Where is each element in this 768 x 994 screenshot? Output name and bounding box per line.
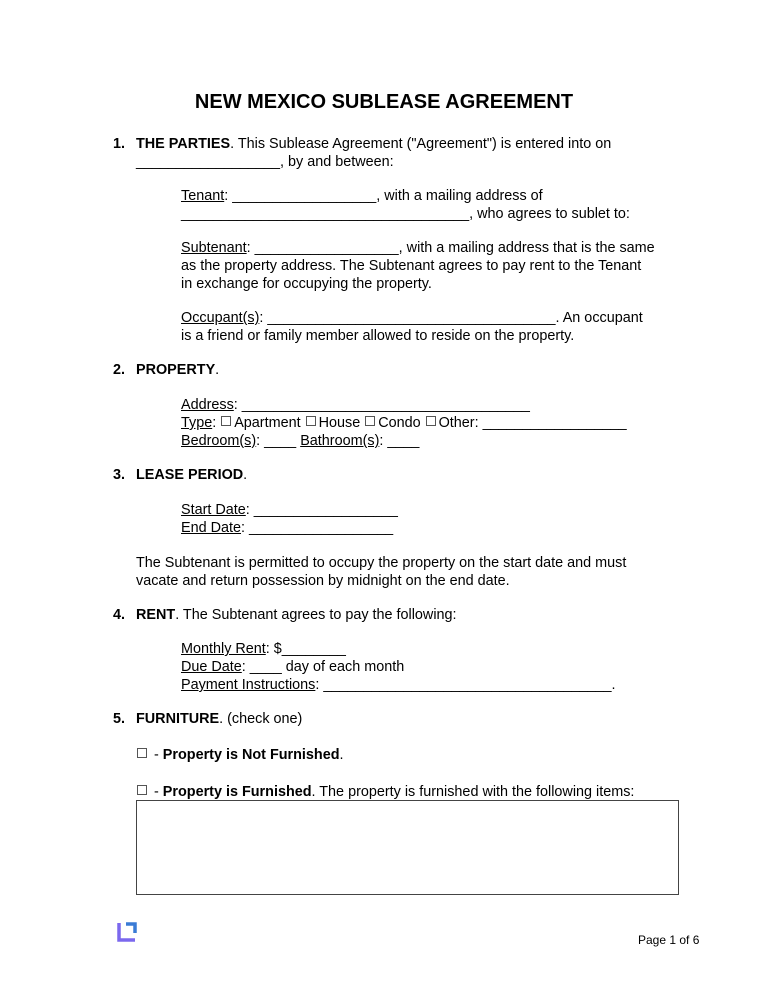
type-label: Type — [181, 415, 213, 431]
subtenant-line-2: as the property address. The Subtenant agrees to pay rent to the Tenant — [181, 258, 642, 274]
section-1-intro: . This Sublease Agreement ("Agreement") is entered into on — [230, 136, 612, 152]
furnished-checkbox[interactable] — [137, 785, 147, 795]
section-2-dot: . — [215, 362, 220, 378]
not-furnished-option — [136, 746, 344, 764]
not-furnished-dash: - — [150, 747, 163, 763]
apartment-checkbox[interactable] — [221, 416, 231, 426]
section-4-line — [136, 606, 457, 624]
section-1-line2: __________________, by and between: — [136, 154, 394, 170]
other-label: Other: __________________ — [438, 415, 627, 431]
occupant-field: : ____________________________________. An occupant — [259, 310, 643, 326]
house-label: House — [318, 415, 361, 431]
address-line — [181, 396, 530, 414]
section-4-heading: RENT — [136, 607, 176, 623]
occupant-line-2: is a friend or family member allowed to reside on the property. — [181, 328, 575, 344]
type-line — [181, 414, 627, 432]
logo-icon — [116, 921, 138, 943]
section-3-line — [136, 466, 247, 484]
occupant-line — [181, 309, 643, 327]
bathroom-field: : ____ — [379, 433, 420, 449]
section-1-number: 1. — [113, 136, 126, 152]
due-date-line — [181, 658, 404, 676]
address-field: : ____________________________________ — [233, 397, 530, 413]
end-date-label: End Date — [181, 520, 242, 536]
document-title: NEW MEXICO SUBLEASE AGREEMENT — [194, 91, 574, 113]
payment-label: Payment Instructions — [181, 677, 316, 693]
bedroom-field: : ____ — [256, 433, 297, 449]
condo-label: Condo — [378, 415, 421, 431]
address-label: Address — [181, 397, 234, 413]
other-checkbox[interactable] — [426, 416, 436, 426]
section-3-heading: LEASE PERIOD — [136, 467, 244, 483]
page-number: Page 1 of 6 — [638, 933, 700, 947]
section-2-number: 2. — [113, 362, 126, 378]
furnished-option — [136, 783, 634, 801]
apartment-label: Apartment — [234, 415, 301, 431]
rooms-line — [181, 432, 419, 450]
section-4-intro: . The Subtenant agrees to pay the following: — [175, 607, 457, 623]
monthly-rent-field: : $________ — [265, 641, 346, 657]
furnished-description: . The property is furnished with the following items: — [311, 784, 635, 800]
tenant-line-2: ____________________________________, who agrees to sublet to: — [181, 206, 630, 222]
subtenant-label: Subtenant — [181, 240, 247, 256]
monthly-rent-label: Monthly Rent — [181, 641, 266, 657]
not-furnished-checkbox[interactable] — [137, 748, 147, 758]
due-date-field: : ____ day of each month — [241, 659, 405, 675]
section-3-number: 3. — [113, 467, 126, 483]
condo-checkbox[interactable] — [365, 416, 375, 426]
section-1-heading: THE PARTIES — [136, 136, 231, 152]
start-date-field: : __________________ — [245, 502, 398, 518]
section-2-line — [136, 361, 219, 379]
lease-para-line-2: vacate and return possession by midnight on the end date. — [136, 573, 510, 589]
payment-line — [181, 676, 616, 694]
section-4-number: 4. — [113, 607, 126, 623]
section-1-line1 — [136, 135, 611, 153]
section-5-intro: . (check one) — [219, 711, 303, 727]
section-5-heading: FURNITURE — [136, 711, 220, 727]
start-date-line — [181, 501, 398, 519]
section-3-dot: . — [243, 467, 248, 483]
furnished-dash: - — [150, 784, 163, 800]
tenant-line — [181, 187, 543, 205]
end-date-line — [181, 519, 393, 537]
bedroom-label: Bedroom(s) — [181, 433, 257, 449]
subtenant-field: : __________________, with a mailing address that is the same — [246, 240, 655, 256]
tenant-field: : __________________, with a mailing address of — [224, 188, 543, 204]
subtenant-line-3: in exchange for occupying the property. — [181, 276, 432, 292]
bathroom-label: Bathroom(s) — [300, 433, 380, 449]
due-date-label: Due Date — [181, 659, 242, 675]
section-5-number: 5. — [113, 711, 126, 727]
not-furnished-end: . — [339, 747, 344, 763]
tenant-label: Tenant — [181, 188, 225, 204]
section-5-line — [136, 710, 302, 728]
end-date-field: : __________________ — [241, 520, 394, 536]
type-colon: : — [212, 415, 217, 431]
furnished-items-box[interactable] — [136, 800, 679, 895]
lease-para-line-1: The Subtenant is permitted to occupy the property on the start date and must — [136, 555, 627, 571]
house-checkbox[interactable] — [306, 416, 316, 426]
not-furnished-label: Property is Not Furnished — [162, 747, 340, 763]
furnished-label: Property is Furnished — [162, 784, 312, 800]
section-2-heading: PROPERTY — [136, 362, 216, 378]
occupant-label: Occupant(s) — [181, 310, 260, 326]
start-date-label: Start Date — [181, 502, 246, 518]
monthly-rent-line — [181, 640, 346, 658]
payment-field: : ____________________________________. — [315, 677, 616, 693]
subtenant-line — [181, 239, 655, 257]
